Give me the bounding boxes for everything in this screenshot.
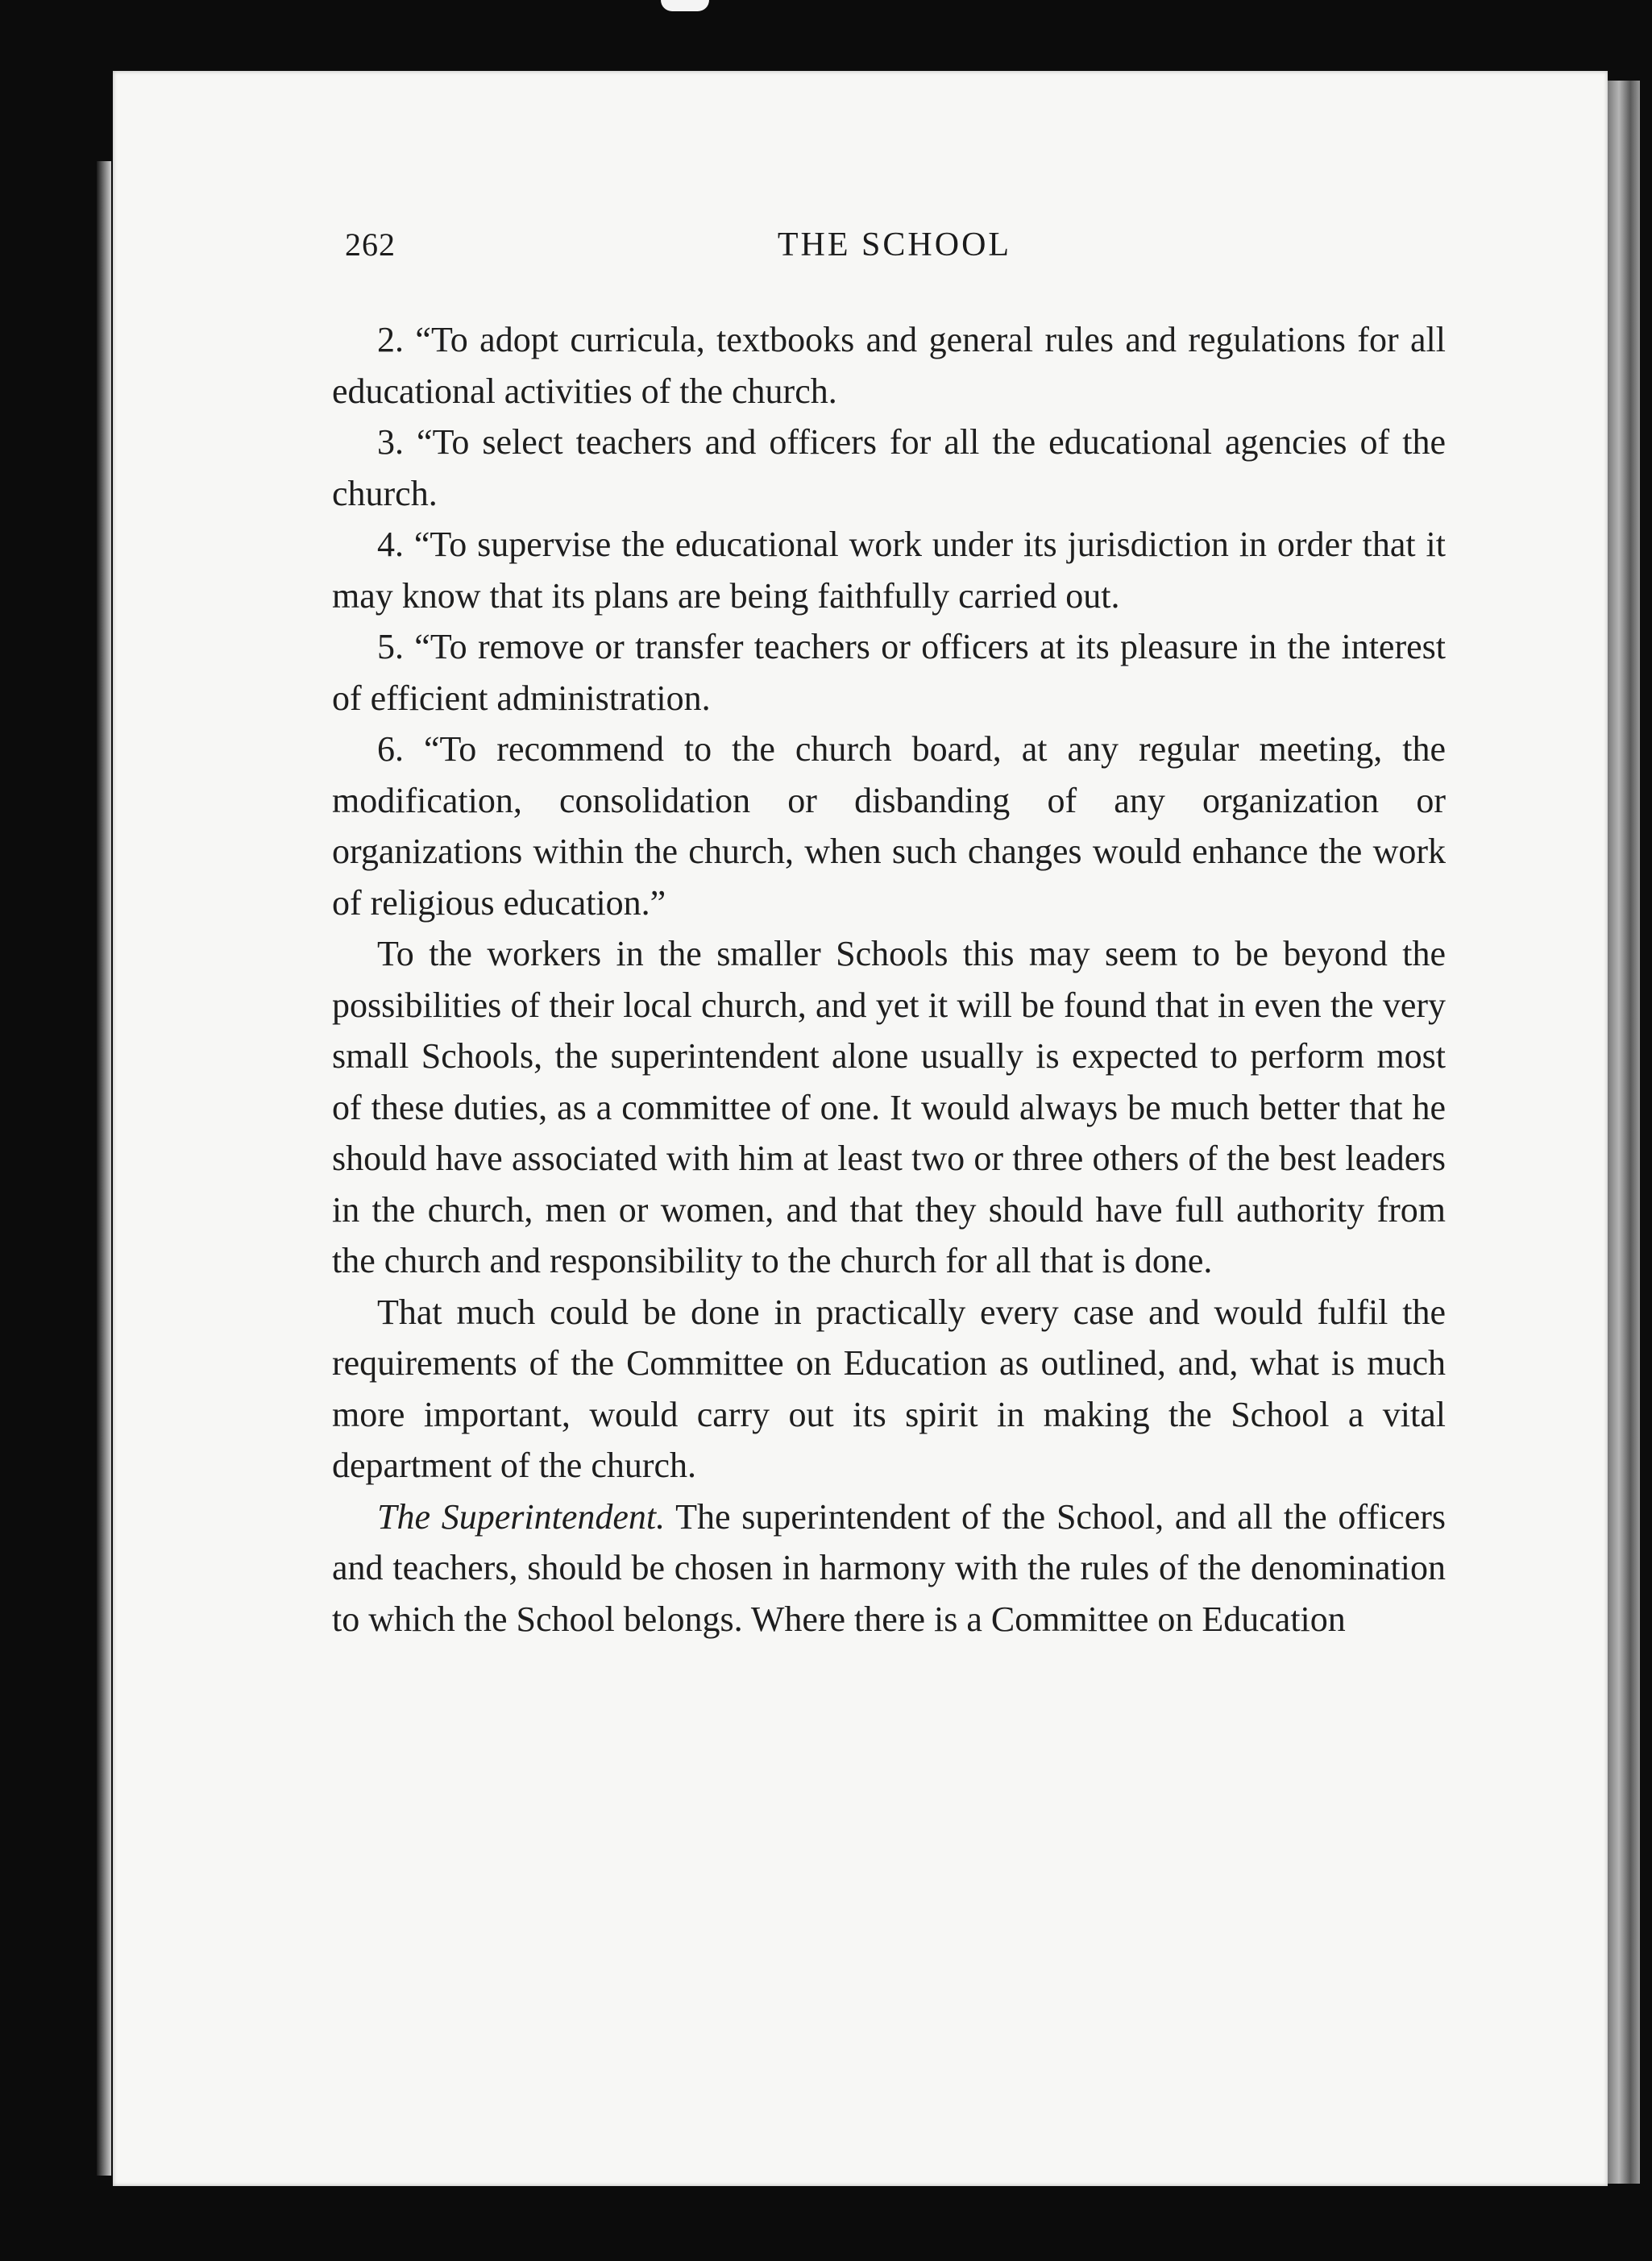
paragraph-superintendent xyxy=(332,1491,1446,1645)
paragraph-committee: That much could be done in practically every case and would fulfil the requirements of the Committee on Education as outlined, and, what is much more important, would carry out its spirit in making the School a vital department of the church. xyxy=(332,1292,1446,1485)
paragraph-item-5: 5. “To remove or transfer teachers or officers at its pleasure in the interest of efficient administration. xyxy=(332,627,1446,718)
page-edge xyxy=(1608,81,1640,2184)
paragraph-item-6: 6. “To recommend to the church board, at any regular meeting, the modification, consolidation or disbanding of any organization or organizations within the church, when such changes would enhance the work of religious education.” xyxy=(332,729,1446,923)
page-header xyxy=(338,226,1451,274)
paragraph-item-4: 4. “To supervise the educational work under its jurisdiction in order that it may know that its plans are being faithfully carried out. xyxy=(332,525,1446,616)
paragraph-smaller-schools: To the workers in the smaller Schools this may seem to be beyond the possibilities of their local church, and yet it will be found that in even the very small Schools, the superintendent alone usually is expected to perform most of these duties, as a committee of one. It would always be much better that he should have associated with him at least two or three others of the best leaders in the church, men or women, and that they should have full authority from the church and responsibility to the church for all that is done. xyxy=(332,934,1446,1280)
scan-artifact xyxy=(661,0,709,11)
body-text xyxy=(332,314,1446,1645)
section-lead: The Superintendent. xyxy=(377,1496,666,1537)
page-number: 262 xyxy=(345,226,396,263)
running-head: THE SCHOOL xyxy=(777,226,1012,263)
paragraph-item-3: 3. “To select teachers and officers for all the educational agencies of the church. xyxy=(332,422,1446,513)
page-gutter xyxy=(97,161,111,2176)
section-text: The superintendent of the School, and all the officers and teachers, should be chosen in harmony with the rules of the denomination to which the School belongs. Where there is a Committee on Education xyxy=(332,1496,1446,1639)
paragraph-item-2: 2. “To adopt curricula, textbooks and general rules and regulations for all educational activities of the church. xyxy=(332,320,1446,411)
